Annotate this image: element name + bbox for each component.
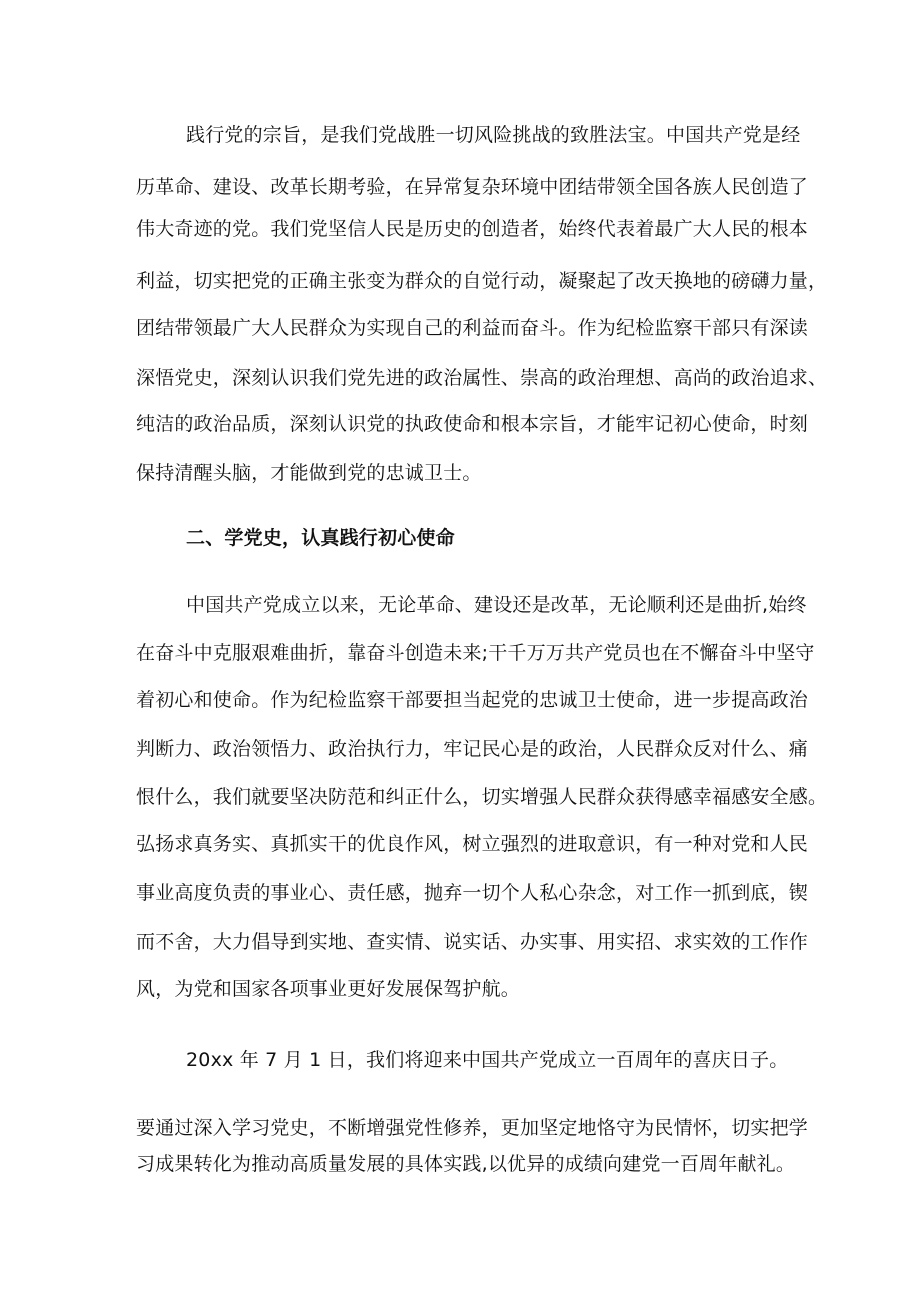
paragraph-4-line-1: 要通过深入学习党史，不断增强党性修养，更加坚定地恪守为民情怀，切实把学 xyxy=(136,1117,809,1139)
paragraph-2-line-5: 恨什么，我们就要坚决防范和纠正什么，切实增强人民群众获得感幸福感安全感。 xyxy=(136,786,828,808)
paragraph-1-line-2: 历革命、建设、改革长期考验，在异常复杂环境中团结带领全国各族人民创造了 xyxy=(136,176,809,198)
paragraph-1-line-7: 纯洁的政治品质，深刻认识党的执政使命和根本宗旨，才能牢记初心使命，时刻 xyxy=(136,413,809,435)
paragraph-2-line-1: 中国共产党成立以来，无论革命、建设还是改革，无论顺利还是曲折,始终 xyxy=(186,594,807,616)
paragraph-1-line-3: 伟大奇迹的党。我们党坚信人民是历史的创造者，始终代表着最广大人民的根本 xyxy=(136,218,809,240)
paragraph-1-line-6: 深悟党史，深刻认识我们党先进的政治属性、崇高的政治理想、高尚的政治追求、 xyxy=(136,367,828,389)
paragraph-2-line-3: 着初心和使命。作为纪检监察干部要担当起党的忠诚卫士使命，进一步提高政治 xyxy=(136,689,809,711)
paragraph-3: 20xx 年 7 月 1 日，我们将迎来中国共产党成立一百周年的喜庆日子。 xyxy=(186,1049,789,1071)
paragraph-2-line-2: 在奋斗中克服艰难曲折，靠奋斗创造未来;干千万万共产党员也在不懈奋斗中坚守 xyxy=(136,642,815,664)
paragraph-1-line-8: 保持清醒头脑，才能做到党的忠诚卫士。 xyxy=(136,462,482,484)
paragraph-1-line-4: 利益，切实把党的正确主张变为群众的自觉行动，凝聚起了改天换地的磅礴力量， xyxy=(136,270,828,292)
paragraph-2-line-8: 而不舍，大力倡导到实地、查实情、说实话、办实事、用实招、求实效的工作作 xyxy=(136,931,809,953)
paragraph-2-line-7: 事业高度负责的事业心、责任感，抛弃一切个人私心杂念，对工作一抓到底，锲 xyxy=(136,882,809,904)
paragraph-1-line-5: 团结带领最广大人民群众为实现自己的利益而奋斗。作为纪检监察干部只有深读 xyxy=(136,317,809,339)
paragraph-2-line-6: 弘扬求真务实、真抓实干的优良作风，树立强烈的进取意识，有一种对党和人民 xyxy=(136,833,809,855)
section-heading: 二、学党史，认真践行初心使命 xyxy=(186,527,455,549)
paragraph-4-line-2: 习成果转化为推动高质量发展的具体实践,以优异的成绩向建党一百周年献礼。 xyxy=(136,1153,796,1175)
paragraph-2-line-9: 风，为党和国家各项事业更好发展保驾护航。 xyxy=(136,978,521,1000)
paragraph-2-line-4: 判断力、政治领悟力、政治执行力，牢记民心是的政治，人民群众反对什么、痛 xyxy=(136,738,809,760)
paragraph-1-line-1: 践行党的宗旨，是我们党战胜一切风险挑战的致胜法宝。中国共产党是经 xyxy=(186,124,801,146)
